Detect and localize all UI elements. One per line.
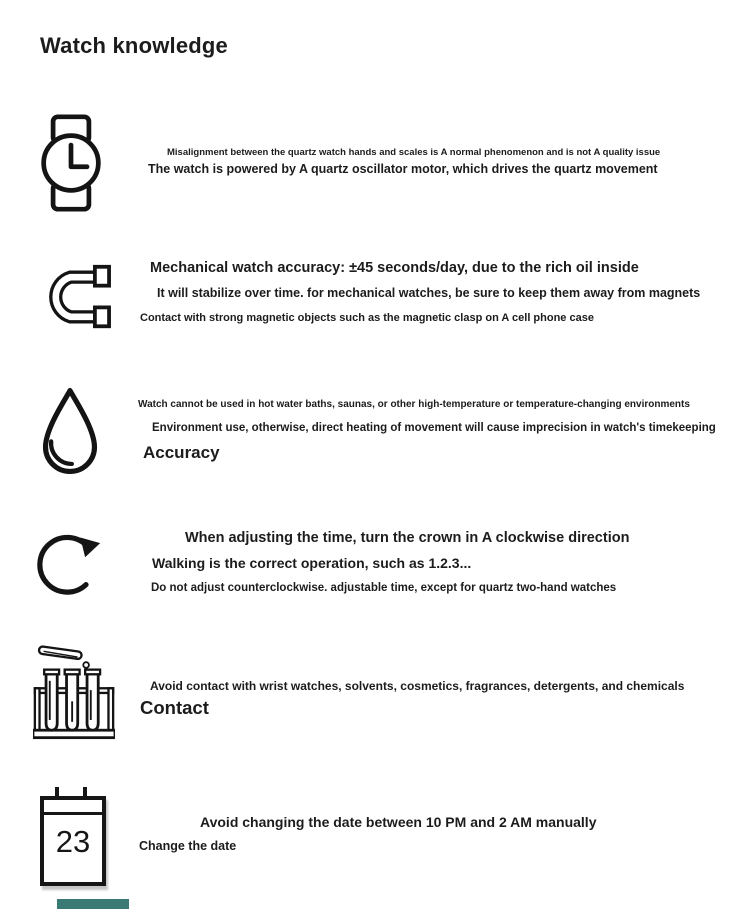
accuracy-heading: Accuracy <box>143 443 220 462</box>
counterclockwise-warning-note: Do not adjust counterclockwise. adjustable time, except for quartz two-hand watches <box>151 582 617 594</box>
bottom-accent-bar <box>57 899 129 909</box>
quartz-misalignment-note: Misalignment between the quartz watch hands and scales is A normal phenomenon and is not A quality issue <box>167 147 661 158</box>
magnetic-clasp-note: Contact with strong magnetic objects such as the magnetic clasp on A cell phone case <box>140 312 594 324</box>
hot-water-warning-note: Watch cannot be used in hot water baths, saunas, or other high-temperature or temperature-changing environments <box>138 399 690 410</box>
test-tubes-icon <box>33 642 115 742</box>
change-date-heading: Change the date <box>139 839 237 853</box>
calendar-page <box>40 796 106 886</box>
crown-clockwise-text: When adjusting the time, turn the crown in A clockwise direction <box>185 530 630 546</box>
mechanical-accuracy-text: Mechanical watch accuracy: ±45 seconds/day, due to the rich oil inside <box>150 260 639 276</box>
contact-heading: Contact <box>140 697 209 718</box>
chemicals-warning-text: Avoid contact with wrist watches, solvents, cosmetics, fragrances, detergents, and chemicals <box>150 679 685 693</box>
environment-use-text: Environment use, otherwise, direct heating of movement will cause imprecision in watch's timekeeping <box>152 422 716 434</box>
magnet-warning-text: It will stabilize over time. for mechanical watches, be sure to keep them away from magnets <box>157 286 701 300</box>
quartz-movement-text: The watch is powered by A quartz oscillator motor, which drives the quartz movement <box>148 162 658 176</box>
clockwise-arrow-icon <box>37 524 103 600</box>
magnet-icon <box>38 263 114 331</box>
wristwatch-icon <box>38 113 104 213</box>
calendar-header-strip <box>44 800 102 815</box>
date-change-warning-text: Avoid changing the date between 10 PM and 2 AM manually <box>200 814 597 830</box>
walking-operation-text: Walking is the correct operation, such as 1.2.3... <box>152 555 472 571</box>
calendar-icon <box>40 787 106 885</box>
page-title: Watch knowledge <box>40 33 228 58</box>
water-drop-icon <box>38 384 102 478</box>
calendar-day-number: 23 <box>55 824 91 859</box>
